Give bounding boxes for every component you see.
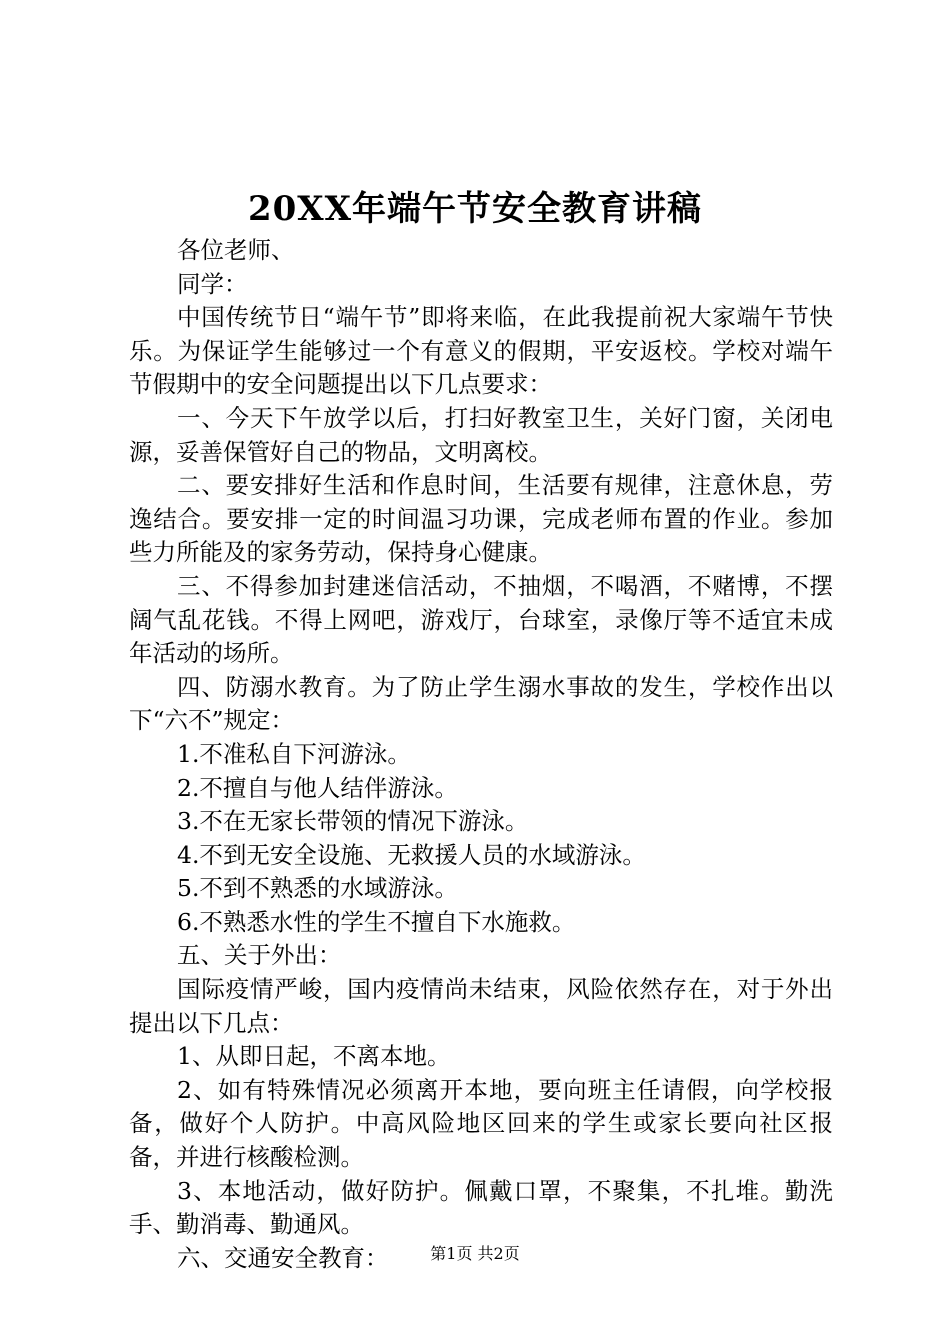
page-footer: 第1页 共2页: [430, 1244, 520, 1263]
document-body: [129, 234, 833, 1275]
rule-item: 6.不熟悉水性的学生不擅自下水施救。: [177, 907, 576, 936]
section-5-item: 2、如有特殊情况必须离开本地，要向班主任请假，向学校报备，做好个人防护。中高风险地区回来的学生或家长要向社区报备，并进行核酸检测。: [129, 1075, 833, 1172]
salutation-teachers: 各位老师、: [177, 236, 295, 264]
rule-item: 1.不准私自下河游泳。: [177, 739, 411, 768]
rule-item: 3.不在无家长带领的情况下游泳。: [177, 807, 529, 836]
section-6-heading: 六、交通安全教育：: [177, 1243, 389, 1272]
section-5-item: 3、本地活动，做好防护。佩戴口罩，不聚集，不扎堆。勤洗手、勤消毒、勤通风。: [129, 1176, 833, 1239]
section-1-paragraph: 一、今天下午放学以后，打扫好教室卫生，关好门窗，关闭电源，妥善保管好自己的物品，文明离校。: [129, 403, 833, 466]
rule-item: 5.不到不熟悉的水域游泳。: [177, 874, 458, 903]
section-3-paragraph: 三、不得参加封建迷信活动，不抽烟，不喝酒，不赌博，不摆阔气乱花钱。不得上网吧，游戏厅，台球室，录像厅等不适宜未成年活动的场所。: [129, 571, 833, 668]
document-title: 20XX年端午节安全教育讲稿: [247, 189, 703, 229]
rule-item: 2.不擅自与他人结伴游泳。: [177, 773, 458, 802]
rule-item: 4.不到无安全设施、无救援人员的水域游泳。: [177, 840, 646, 869]
section-2-paragraph: 二、要安排好生活和作息时间，生活要有规律，注意休息，劳逸结合。要安排一定的时间温习功课，完成老师布置的作业。参加些力所能及的家务劳动，保持身心健康。: [129, 471, 833, 567]
section-4-paragraph: 四、防溺水教育。为了防止学生溺水事故的发生，学校作出以下“六不”规定：: [129, 672, 833, 735]
section-5-intro: 国际疫情严峻，国内疫情尚未结束，风险依然存在，对于外出提出以下几点：: [129, 975, 833, 1037]
section-5-heading: 五、关于外出：: [177, 941, 342, 970]
salutation-students: 同学：: [177, 269, 248, 298]
intro-paragraph: 中国传统节日“端午节”即将来临，在此我提前祝大家端午节快乐。为保证学生能够过一个有意义的假期，平安返校。学校对端午节假期中的安全问题提出以下几点要求：: [129, 303, 833, 399]
section-5-item: 1、从即日起，不离本地。: [177, 1042, 451, 1071]
